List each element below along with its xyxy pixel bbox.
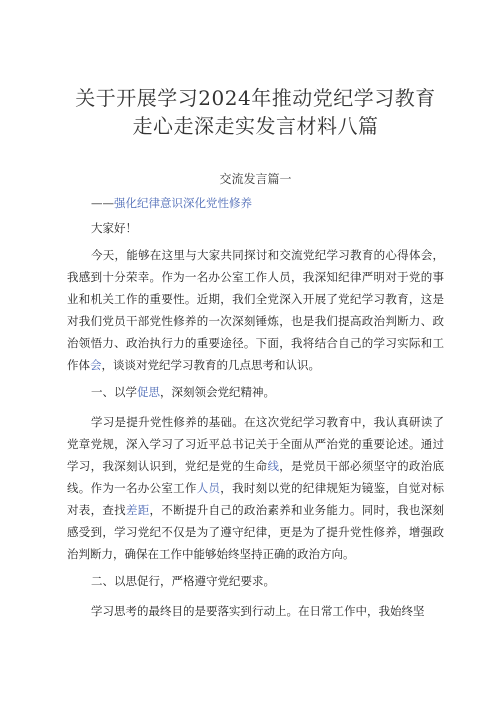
- text-run: 二、以思促行，严格遵守党纪要求。: [91, 574, 275, 588]
- text-run: 今天，能够在这里与大家共同探讨和交流党纪学习教育的心得体会，我感到十分荣幸。作为一名办公室工作人员，我深知纪律严明对于党的事业和机关工作的重要性。近期，我们全党深入开展了党纪学习教育，这是对我们党员干部党性修养的一次深刻锤炼，也是我们提高政治判断力、政治领悟力、政治执行力的重要途径。下面，我将结合自己的学习实际和工作体: [67, 248, 444, 372]
- highlighted-link[interactable]: 促思: [137, 385, 160, 399]
- text-run: 学习思考的最终目的是要落实到行动上。在日常工作中，我始终坚: [91, 604, 425, 618]
- highlighted-link[interactable]: 差距: [125, 503, 150, 517]
- subtitle-link[interactable]: 强化纪律意识深化党性修养: [114, 196, 252, 210]
- text-run: ，是党员干部必须坚守的政治底线。作为一名办公室工作: [67, 459, 445, 495]
- highlighted-link[interactable]: 会: [90, 358, 102, 372]
- text-run: ，谈谈对党纪学习教育的几点思考和认识。: [101, 358, 320, 372]
- paragraph-intro: [67, 244, 444, 376]
- highlighted-link[interactable]: 人员: [196, 481, 221, 495]
- salutation: 大家好！: [91, 221, 137, 235]
- heading-study-promotes-thinking: [67, 381, 444, 403]
- text-run: ，不断提升自己的政治素养和业务能力。同时，我也深刻感受到，学习党纪不仅是为了遵守纪律，更是为了提升党性修养，增强政治判断力，确保在工作中能够始终坚持正确的政治方向。: [67, 503, 445, 561]
- text-run: 学习是提升党性修养的基础。在这次党纪学习教育中，我认真研读了党章党规，深入学习了习近平总书记关于全面从严治党的重要论述。通过学习，我深刻认识到，党纪是党的生命: [67, 415, 444, 473]
- speech-subtitle: [67, 195, 444, 211]
- section-heading: 交流发言篇一: [219, 172, 292, 186]
- subtitle-dash: ——: [91, 196, 114, 210]
- text-run: 一、以学: [91, 385, 137, 399]
- document-title: 关于开展学习2024年推动党纪学习教育走心走深走实发言材料八篇: [75, 86, 436, 138]
- text-run: ，深刻领会党纪精神。: [160, 385, 275, 399]
- paragraph-action: [67, 600, 444, 622]
- highlighted-link[interactable]: 线: [267, 459, 280, 473]
- text-run: ，我时刻以党的纪律规矩为镜鉴，自觉对标对表，查找: [67, 481, 445, 517]
- paragraph-study: [67, 411, 444, 565]
- heading-thinking-promotes-action: [67, 570, 444, 592]
